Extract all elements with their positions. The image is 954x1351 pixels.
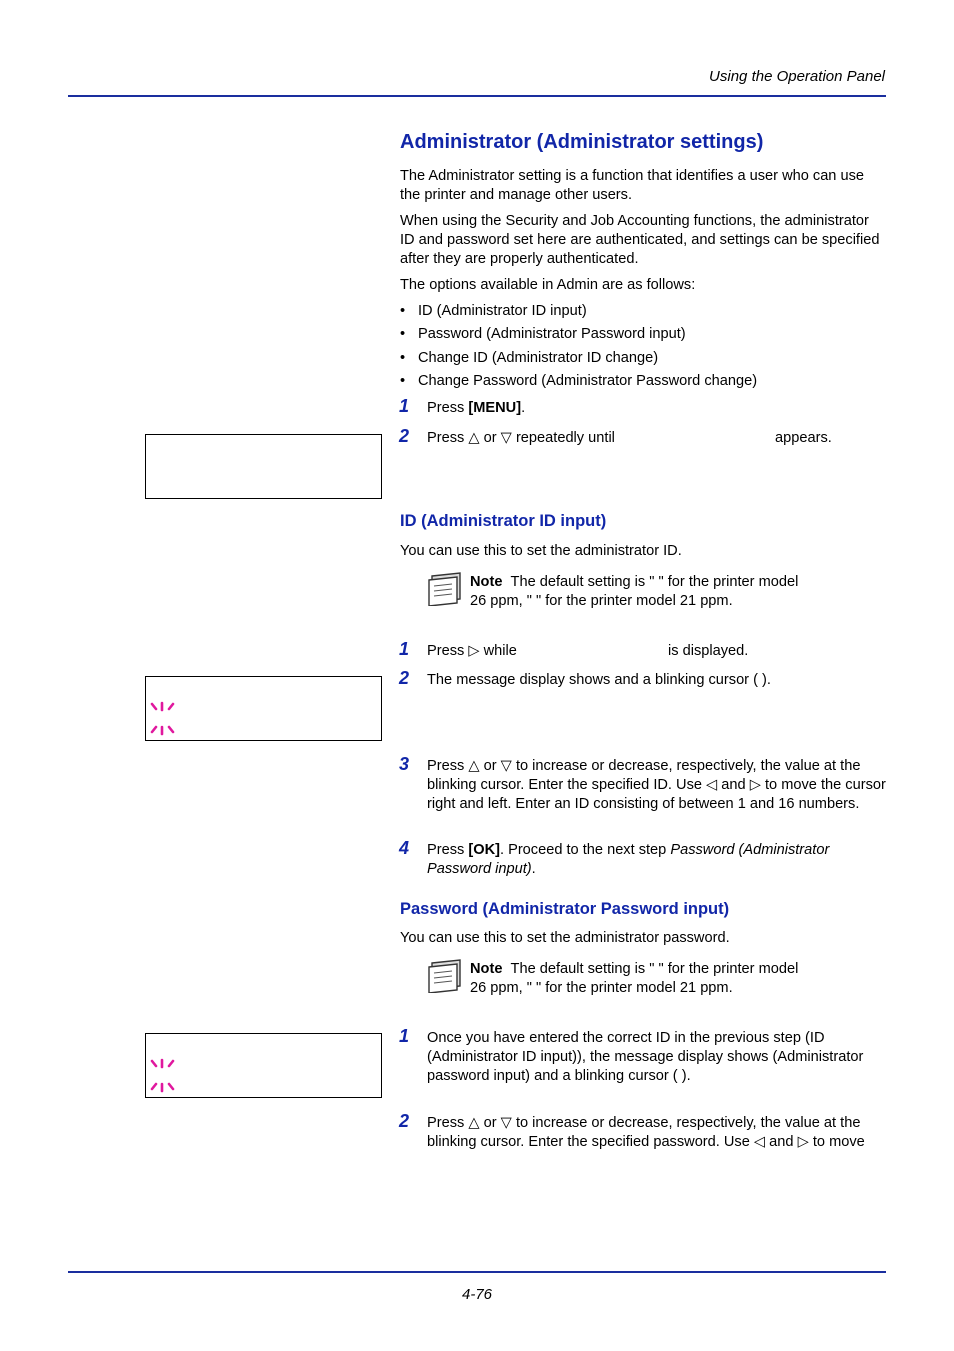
bullet-dot: • — [400, 303, 406, 319]
note-label: Note — [470, 574, 503, 590]
header-rule — [68, 95, 886, 97]
step-number: 3 — [399, 754, 410, 774]
note-book-icon — [426, 572, 466, 606]
step-text: Press [MENU]. — [427, 400, 526, 416]
list-item-text: Password (Administrator Password input) — [418, 326, 686, 342]
lcd-message-display — [145, 434, 382, 499]
menu-key-label: [MENU] — [468, 400, 522, 416]
subsection-heading: ID (Administrator ID input) — [400, 512, 607, 530]
subsection-description: You can use this to set the administrator password. — [400, 930, 730, 946]
list-item-text: Change Password (Administrator Password change) — [418, 373, 758, 389]
step-number: 2 — [399, 668, 410, 688]
step-text-tail: is displayed. — [668, 643, 749, 659]
ok-key-label: [OK] — [468, 842, 500, 858]
blinking-cursor-icon — [148, 701, 178, 737]
note-text: Note The default setting is " " for the printer model 26 ppm, " " for the printer model 21 ppm. — [470, 961, 799, 996]
subsection-heading: Password (Administrator Password input) — [400, 900, 730, 918]
step-text-tail: appears. — [775, 430, 832, 446]
note-label: Note — [470, 961, 503, 977]
bullet-dot: • — [400, 326, 406, 342]
list-item-text: ID (Administrator ID input) — [418, 303, 587, 319]
cross-reference: Password (Administrator Password input) — [427, 842, 830, 877]
step-number: 1 — [399, 396, 410, 416]
step-text: The message display shows and a blinking cursor ( ). — [427, 672, 771, 688]
intro-paragraph-2: When using the Security and Job Accounting functions, the administrator ID and password set here are authenticated, and settings can be specified after they are properly authenticated. — [400, 213, 880, 267]
bullet-dot: • — [400, 373, 406, 389]
section-heading: Administrator (Administrator settings) — [400, 131, 764, 153]
running-header: Using the Operation Panel — [709, 68, 885, 85]
bullet-dot: • — [400, 350, 406, 366]
lcd-message-display — [145, 1033, 382, 1098]
step-number: 1 — [399, 639, 410, 659]
step-number: 4 — [399, 838, 410, 858]
blinking-cursor-icon — [148, 1058, 178, 1094]
step-number: 2 — [399, 426, 410, 446]
note-text: Note The default setting is " " for the printer model 26 ppm, " " for the printer model 21 ppm. — [470, 574, 799, 609]
step-text: Once you have entered the correct ID in the previous step (ID (Administrator ID input)), the message display shows (Administrator password input) and a blinking cursor ( ). — [427, 1030, 864, 1084]
note-book-icon — [426, 959, 466, 993]
step-number: 1 — [399, 1026, 410, 1046]
intro-paragraph-1: The Administrator setting is a function that identifies a user who can use the printer and manage other users. — [400, 168, 865, 203]
step-text: Press △ or ▽ to increase or decrease, respectively, the value at the blinking cursor. Enter the specified ID. Use ◁ and ▷ to move the cursor right and left. Enter an ID consisting of between 1 and 16 numbers. — [427, 758, 886, 812]
step-text: Press ▷ while — [427, 643, 517, 659]
subsection-description: You can use this to set the administrator ID. — [400, 543, 682, 559]
footer-rule — [68, 1271, 886, 1273]
lcd-message-display — [145, 676, 382, 741]
step-text: Press △ or ▽ repeatedly until — [427, 430, 615, 446]
step-number: 2 — [399, 1111, 410, 1131]
list-item-text: Change ID (Administrator ID change) — [418, 350, 659, 366]
step-text: Press △ or ▽ to increase or decrease, respectively, the value at the blinking cursor. Enter the specified password. Use ◁ and ▷ to move — [427, 1115, 865, 1150]
intro-paragraph-3: The options available in Admin are as follows: — [400, 277, 696, 293]
page-number: 4-76 — [461, 1286, 493, 1303]
step-text: Press [OK]. Proceed to the next step Password (Administrator Password input). — [427, 842, 830, 877]
